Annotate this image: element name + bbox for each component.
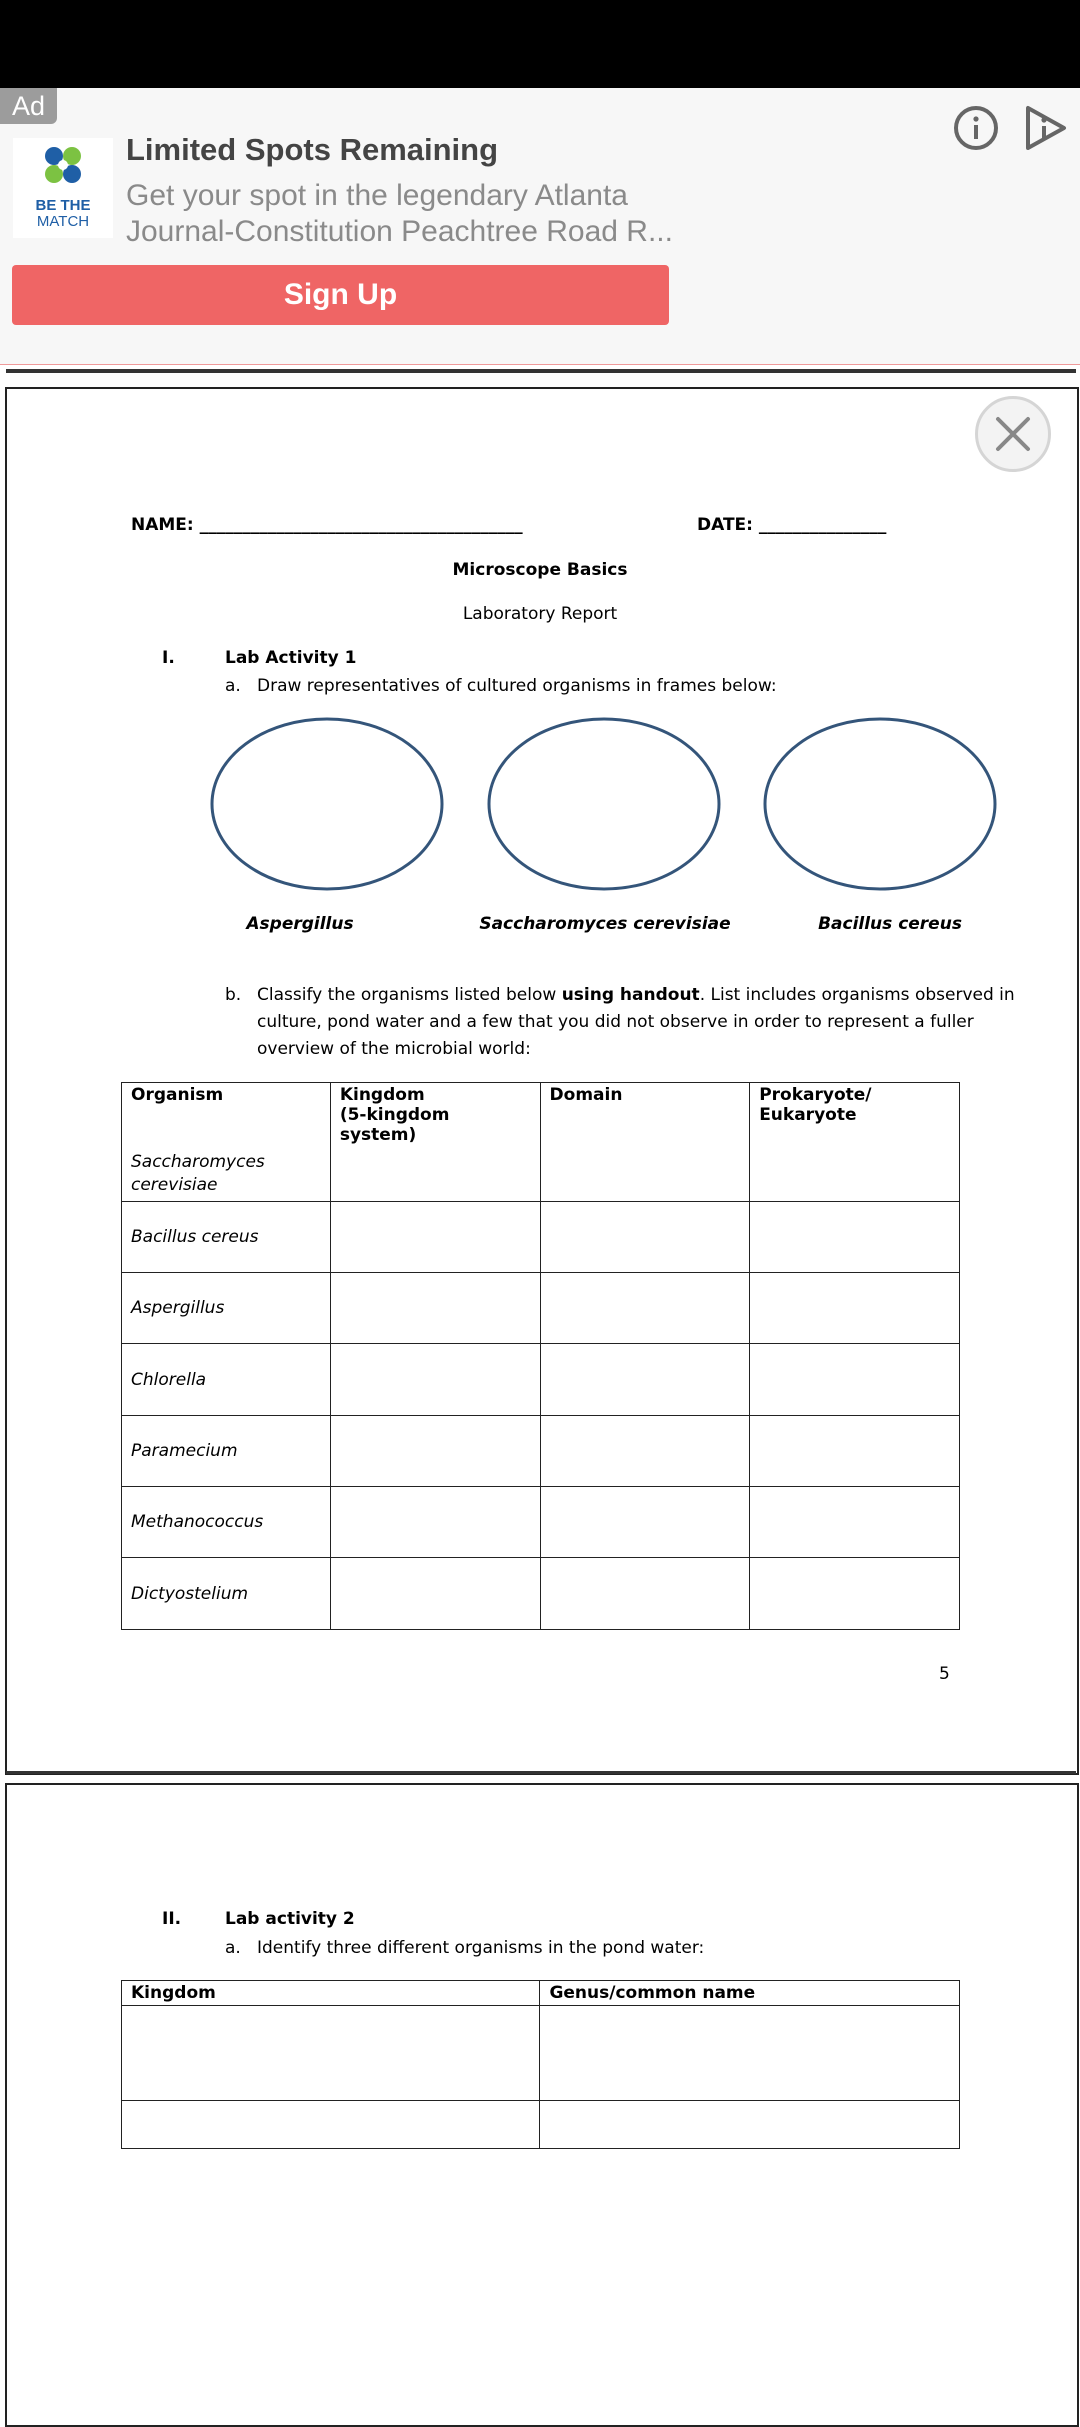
table-row [122, 1273, 960, 1344]
organism-chlorella: Chlorella [122, 1344, 331, 1416]
item-b-line3: overview of the microbial world: [257, 1039, 531, 1059]
frame-caption-bacillus: Bacillus cereus [818, 914, 962, 934]
drawing-frame-saccharomyces[interactable] [485, 715, 723, 893]
page-number: 5 [939, 1664, 950, 1684]
drawing-frame-aspergillus[interactable] [208, 715, 446, 893]
ad-banner[interactable] [0, 88, 1080, 365]
item-b-line1 [257, 985, 1015, 1005]
column-header-kingdom: Kingdom [122, 1981, 540, 2006]
section1-numeral: I. [162, 648, 175, 668]
answer-cell[interactable] [540, 2101, 960, 2149]
answer-cell[interactable] [540, 2006, 960, 2101]
item-b-emphasis: using handout [561, 985, 700, 1005]
date-field-label[interactable]: DATE: _______________ [697, 515, 887, 535]
organism-bacillus: Bacillus cereus [122, 1202, 331, 1273]
close-button[interactable] [975, 396, 1051, 472]
table-row [122, 1416, 960, 1487]
table-row [122, 1344, 960, 1416]
answer-cell[interactable] [540, 1558, 750, 1630]
section1-heading: Lab Activity 1 [225, 648, 357, 668]
table-cell-kingdom-header[interactable] [330, 1083, 540, 1202]
previous-page-edge [6, 369, 1076, 373]
page-shadow [6, 1771, 1076, 1774]
adchoices-play-icon[interactable] [1022, 104, 1070, 152]
logo-text-line1: BE THE [35, 197, 91, 214]
column-header-organism: Organism [131, 1085, 224, 1105]
answer-cell[interactable] [330, 1558, 540, 1630]
section2-item-a-text: Identify three different organisms in the pond water: [257, 1938, 705, 1958]
column-header-kingdom-note: (5-kingdom system) [339, 1105, 450, 1145]
ad-badge: Ad [0, 88, 57, 124]
item-a-text: Draw representatives of cultured organisms in frames below: [257, 676, 777, 696]
ad-description-line1: Get your spot in the legendary Atlanta [126, 179, 628, 212]
section2-heading: Lab activity 2 [225, 1909, 355, 1929]
ad-description-line2: Journal-Constitution Peachtree Road R... [126, 215, 673, 248]
item-b-line2: culture, pond water and a few that you did not observe in order to represent a fuller [257, 1012, 974, 1032]
answer-cell[interactable] [750, 1202, 960, 1273]
document-title: Microscope Basics [452, 560, 628, 580]
organism-dictyostelium: Dictyostelium [122, 1558, 331, 1630]
organism-aspergillus: Aspergillus [122, 1273, 331, 1344]
frame-caption-aspergillus: Aspergillus [246, 914, 354, 934]
ad-description[interactable] [126, 178, 686, 250]
organism-saccharomyces [131, 1151, 321, 1197]
sign-up-button[interactable]: Sign Up [12, 265, 669, 325]
organism-name-line2: cerevisiae [131, 1175, 218, 1195]
classification-table [121, 1082, 960, 1630]
ad-title[interactable]: Limited Spots Remaining [126, 132, 499, 167]
table-row [122, 2006, 960, 2101]
table-row [122, 1487, 960, 1558]
drawing-frame-bacillus[interactable] [761, 715, 999, 893]
section2-item-a-letter: a. [225, 1938, 241, 1958]
answer-cell[interactable] [750, 1558, 960, 1630]
answer-cell[interactable] [540, 1202, 750, 1273]
info-icon[interactable] [952, 104, 1000, 152]
answer-cell[interactable] [540, 1344, 750, 1416]
item-a-letter: a. [225, 676, 241, 696]
table-row [122, 1202, 960, 1273]
table-cell-organism-header [122, 1083, 331, 1202]
answer-cell[interactable] [122, 2101, 540, 2149]
advertiser-logo [13, 138, 113, 238]
table-row [122, 1558, 960, 1630]
organism-name-line1: Saccharomyces [131, 1152, 265, 1172]
logo-text-line2: MATCH [36, 213, 90, 230]
answer-cell[interactable] [330, 1202, 540, 1273]
column-header-prokaryote-eukaryote: Prokaryote/ Eukaryote [759, 1085, 872, 1125]
answer-cell[interactable] [540, 1487, 750, 1558]
column-header-genus: Genus/common name [540, 1981, 960, 2006]
table-cell-domain-header[interactable] [540, 1083, 750, 1202]
answer-cell[interactable] [330, 1487, 540, 1558]
answer-cell[interactable] [122, 2006, 540, 2101]
organism-paramecium: Paramecium [122, 1416, 331, 1487]
item-b-letter: b. [225, 985, 242, 1005]
frame-caption-saccharomyces: Saccharomyces cerevisiae [479, 914, 731, 934]
organism-methanococcus: Methanococcus [122, 1487, 331, 1558]
answer-cell[interactable] [750, 1416, 960, 1487]
answer-cell[interactable] [750, 1487, 960, 1558]
column-header-kingdom: Kingdom [339, 1085, 425, 1105]
ad-bottom-divider [0, 364, 1080, 365]
section2-numeral: II. [162, 1909, 182, 1929]
answer-cell[interactable] [540, 1416, 750, 1487]
table-row [122, 1981, 960, 2006]
table-row [122, 1083, 960, 1202]
close-icon [978, 399, 1048, 469]
status-bar [0, 0, 1080, 88]
logo-clover-icon [13, 138, 113, 194]
table-row [122, 2101, 960, 2149]
pond-water-table [121, 1980, 960, 2149]
item-b-line1-start: Classify the organisms listed below [257, 985, 562, 1005]
answer-cell[interactable] [750, 1344, 960, 1416]
column-header-domain: Domain [549, 1085, 623, 1105]
table-cell-type-header[interactable] [750, 1083, 960, 1202]
answer-cell[interactable] [330, 1273, 540, 1344]
answer-cell[interactable] [540, 1273, 750, 1344]
item-b-line1-end: . List includes organisms observed in [699, 985, 1015, 1005]
answer-cell[interactable] [330, 1416, 540, 1487]
answer-cell[interactable] [330, 1344, 540, 1416]
answer-cell[interactable] [750, 1273, 960, 1344]
document-subtitle: Laboratory Report [462, 604, 618, 624]
name-field-label[interactable]: NAME: ______________________________________ [131, 515, 523, 535]
